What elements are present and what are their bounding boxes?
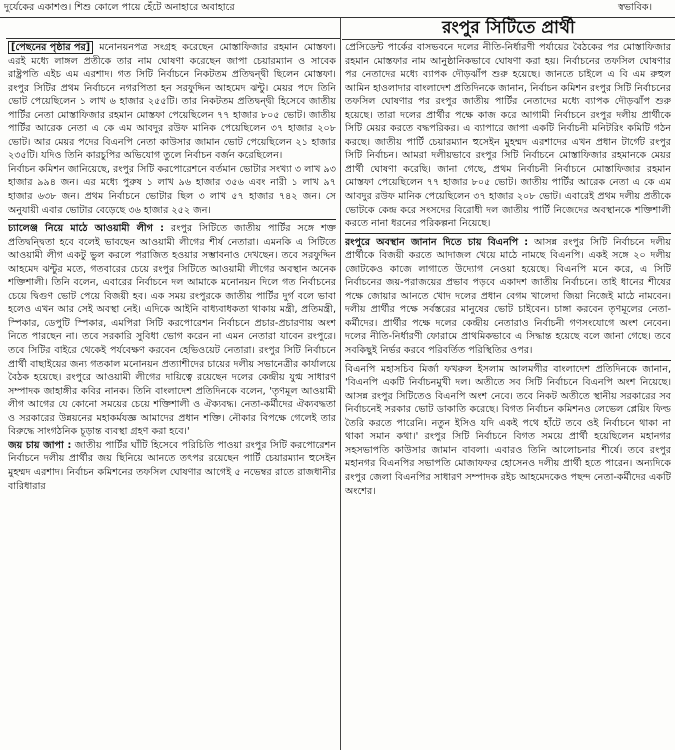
right-paragraph bbox=[345, 236, 671, 358]
right-paragraph: প্রেসিডেন্ট পার্কের বাসভবনে দলের নীতি-নির্ধারণী পর্যায়ের বৈঠকের পর মোস্তাফিজার রহমান মোস্তফার নাম আনুষ্ঠানিকভাবে ঘোষণা করা হয়। নির্বাচনের তফসিল ঘোষণার পর নেতাদের মধ্যে ব্যাপক দৌড়ঝাঁপ শুরু হয়েছে। জানতে চাইলে এ বি এম রুহুল আমিন হাওলাদার বাংলাদেশ প্রতিদিনকে জানান, নির্বাচন কমিশন রংপুর সিটি নির্বাচনের তফসিল ঘোষণার পর রংপুর জাতীয় পার্টির নেতাদের মধ্যে ব্যাপক দৌড়ঝাঁপ শুরু হয়েছে। তারা দলের প্রার্থীর পক্ষে কাজ করে আগামী নির্বাচনে রংপুর দলীয় প্রার্থীকে সিটি মেয়র করতে বদ্ধপরিকর। এ ব্যাপারে জাপা একটি নির্বাচনী মনিটরিং কমিটি গঠন করছে। জাতীয় পার্টি চেয়ারম্যান হুসেইন মুহম্মদ এরশাদের এখন প্রধান টার্গেট রংপুর সিটি নির্বাচন। আমরা দলীয়ভাবে রংপুর সিটি নির্বাচনে মোস্তাফিজার রহমানকে মেয়র প্রার্থী ঘোষণা করেছি। জানা গেছে, প্রথম নির্বাচনী নির্বাচনে মোস্তাফিজার রহমান মোস্তফা পেয়েছিলেন ৭৭ হাজার ৮০৫ ভোট। জাতীয় পার্টির আরেক নেতা এ কে এম আবদুর রউফ মানিক পেয়েছিলেন ৩৭ হাজার ২০৮ ভোট। এবারেই প্রথম দলীয় প্রতীকে ভোটকে কেন্দ্র করে সংসদের বিরোধী দল জাতীয় পার্টি নিজেদের অবস্থানকে শক্তিশালী করতে নানা ধরনের পরিকল্পনা নিয়েছে। bbox=[345, 42, 671, 230]
left-top-rule bbox=[6, 38, 340, 39]
left-column bbox=[8, 41, 336, 750]
column-divider bbox=[340, 18, 341, 750]
section-rule bbox=[345, 360, 671, 361]
subheading-bnp: রংপুরে অবস্থান জানান দিতে চায় বিএনপি : bbox=[345, 236, 529, 248]
left-para4-text: জাতীয় পার্টির ঘাঁটি হিসেবে পরিচিতি পাওয়া রংপুর সিটি করপোরেশন নির্বাচনে দলীয় প্রার্থীর জয় ছিনিয়ে আনতে তৎপর রয়েছেন পার্টি চেয়ারম্যান হুসেইন মুহম্মদ এরশাদ। নির্বাচন কমিশনের তফসিল ঘোষণার আগেই ৫ নভেম্বর রাতে রাজধানীর বারিধারার bbox=[8, 439, 336, 492]
previous-article-text-right: স্বভাবিক। bbox=[618, 2, 652, 13]
section-rule bbox=[345, 233, 671, 234]
section-rule bbox=[8, 219, 336, 220]
left-paragraph bbox=[8, 222, 336, 439]
subheading-japa: জয় চায় জাপা : bbox=[8, 439, 72, 451]
previous-article-strip bbox=[0, 0, 675, 18]
right-para2-text: আসন্ন রংপুর সিটি নির্বাচনে দলীয় প্রার্থীকে বিজয়ী করতে আদাজল খেয়ে মাঠে নামছে বিএনপি। একই সঙ্গে ২০ দলীয় জোটকেও কাজে লাগাতে উদ্যোগ নেওয়া হয়েছে। বিএনপি মনে করে, এ সিটি নির্বাচনের জয়-পরাজয়ের প্রভাব পড়বে একাদশ জাতীয় নির্বাচনে। তাই ধানের শীষের পক্ষে জোয়ার আনতে খোদ দলের প্রধান বেগম খালেদা জিয়া নিজেই মাঠে নামবেন। দলীয় প্রার্থীর পক্ষে সর্বস্তরের মানুষের ভোট চাইবেন। চাঙ্গা করবেন তৃণমূলের নেতা-কর্মীদের। প্রার্থীর পক্ষে দলের কেন্দ্রীয় নেতারাও নির্বাচনী গণসংযোগে অংশ নেবেন। দলের নীতি-নির্ধারণী ফোরামে প্রাথমিকভাবে এ সিদ্ধান্ত হয়েছে বলে জানা গেছে। তবে সবকিছুই নির্ভর করবে পরিবর্তিত পরিস্থিতির ওপর। bbox=[345, 236, 671, 357]
left-paragraph: নির্বাচন কমিশন জানিয়েছে, রংপুর সিটি করপোরেশনে বর্তমান ভোটার সংখ্যা ৩ লাখ ৯৩ হাজার ৯৯৪ জন। এর মধ্যে পুরুষ ১ লাখ ৯৬ হাজার ৩৫৬ এবং নারী ১ লাখ ৯৭ হাজার ৬৩৮ জন। প্রথম নির্বাচনে ভোটার ছিল ৩ লাখ ৫৭ হাজার ৭৪২ জন। সে অনুযায়ী এবার ভোটার বেড়েছে ৩৬ হাজার ২৫২ জন। bbox=[8, 163, 336, 216]
article-headline: রংপুর সিটিতে প্রার্থী bbox=[342, 17, 675, 40]
left-paragraph bbox=[8, 41, 336, 163]
right-column bbox=[345, 41, 671, 750]
left-para3-text: রংপুর সিটিতে জাতীয় পার্টির সঙ্গে শক্ত প্রতিদ্বন্দ্বিতা হবে বলেই ভাবছেন আওয়ামী লীগের শীর্ষ নেতারা। এমনকি এ সিটিতে আওয়ামী লীগ একটু ভুল করলে পরাজিত হওয়ার সম্ভাবনাও দেখছেন। তবে সরফুদ্দিন আহমেদ ঝন্টুর মতে, গতবারের চেয়ে রংপুর সিটিতে আওয়ামী লীগের অবস্থান অনেক শক্তিশালী। তিনি বলেন, এবারের নির্বাচনে দল আমাকে মনোনয়ন দিলে গত নির্বাচনের চেয়ে দ্বিগুণ ভোট পেয়ে বিজয়ী হব। এক সময় রংপুরকে জাতীয় পার্টির দুর্গ বলে ভাবা হলেও এখন আর সেই অবস্থা নেই। এদিকে আইনি বাধ্যবাধকতা থাকায় মন্ত্রী, প্রতিমন্ত্রী, স্পিকার, ডেপুটি স্পিকার, এমপিরা সিটি করপোরেশন নির্বাচনে প্রচার-প্রচারণায় অংশ নিতে পারছেন না। তবে সরকারি সুবিধা ভোগ করেন না এমন নেতারা যাবেন রংপুরে। তবে সিটির বাইরে থেকেই পর্যবেক্ষণ করবেন হেভিওয়েট নেতারা। রংপুর সিটি নির্বাচনে প্রার্থী বাছাইয়ের জন্য গতকাল মনোনয়ন প্রত্যাশীদের চায়ের দলীয় সভানেত্রীর কার্যালয়ে বৈঠক হয়েছে। রংপুরে আওয়ামী লীগের দায়িত্বে রয়েছেন দলের কেন্দ্রীয় যুগ্ম সাধারণ সম্পাদক জাহাঙ্গীর কবির নানক। তিনি বাংলাদেশ প্রতিদিনকে বলেন, 'তৃণমূল আওয়ামী লীগ আগের যে কোনো সময়ের চেয়ে শক্তিশালী ও ঐক্যবদ্ধ। নেতা-কর্মীদের ঐক্যবদ্ধতা ও সরকারের উন্নয়নের মহাকর্মযজ্ঞ আমাদের প্রধান শক্তি। নৌকার বিপক্ষে গেলেই তার বিরুদ্ধে সাংগঠনিক চূড়ান্ত ব্যবস্থা গ্রহণ করা হবে।' bbox=[8, 223, 336, 438]
right-paragraph: বিএনপি মহাসচিব মির্জা ফখরুল ইসলাম আলমগীর বাংলাদেশ প্রতিদিনকে জানান, 'বিএনপি একটি নির্বাচনমুখী দল। অতীতে সব সিটি নির্বাচনে বিএনপি অংশ নিয়েছে। আসন্ন রংপুর সিটিতেও বিএনপি অংশ নেবে। তবে নিকট অতীতে স্থানীয় সরকারের সব নির্বাচনেই সরকার ভোট ডাকাতি করেছে। বিগত নির্বাচন কমিশনও লেভেল প্লেয়িং ফিল্ড তৈরি করতে পারেনি। নতুন ইসিও যদি একই পথে হাঁটে তবে ওই নির্বাচনে থাকা না থাকা সমান কথা।' রংপুর সিটি নির্বাচনে বিগত সময়ে প্রার্থী হয়েছিলেন মহানগর সহসভাপতি কাউসার জামান বাবলা। এবারও তিনি আলোচনার শীর্ষে। তবে রংপুর মহানগর বিএনপির সভাপতি মোজাফফর হোসেনও দলীয় প্রার্থী হতে পারেন। অন্যদিকে রংপুর জেলা বিএনপির সাধারণ সম্পাদক রইচ আহমেদকেও পছন্দ নেতা-কর্মীদের একটি অংশের। bbox=[345, 363, 671, 497]
continued-label: [পেছনের পৃষ্ঠার পর] bbox=[8, 41, 93, 54]
left-paragraph bbox=[8, 439, 336, 493]
previous-article-text: দুর্যেকের একাশণ্ড। শিশু কোলে পায়ে হেঁটে অনাহারে অবাহারে bbox=[4, 2, 235, 13]
left-para1-text: মনোনয়নপত্র সংগ্রহ করেছেন মোস্তাফিজার রহমান মোস্তফা। এরই মধ্যে লাঙ্গল প্রতীকে তার নাম ঘোষণা করেছেন জাপা চেয়ারম্যান ও সাবেক রাষ্ট্রপতি এইচ এম এরশাদ। গত সিটি নির্বাচনে নিকটতম প্রতিদ্বন্দ্বী ছিলেন মোস্তফা। রংপুর সিটির প্রথম নির্বাচনে নগরপিতা হন সরফুদ্দিন আহমেদ ঝন্টু। মেয়র পদে তিনি ভোট পেয়েছিলেন ১ লাখ ৬ হাজার ২৫৫টি। তার নিকটতম প্রতিদ্বন্দ্বী হিসেবে জাতীয় পার্টির নেতা মোস্তাফিজার রহমান মোস্তফা পেয়েছিলেন ৭৭ হাজার ৮০৫ ভোট। জাতীয় পার্টির আরেক নেতা এ কে এম আবদুর রউফ মানিক পেয়েছিলেন ৩৭ হাজার ২০৮ ভোট। আর মেয়র পদের বিএনপি নেতা কাউসার জামান ভোট পেয়েছিলেন ২১ হাজার ২৩৫টি। যদিও তিনি কারচুপির অভিযোগ তুলে নির্বাচন বর্জন করেছিলেন। bbox=[8, 42, 336, 162]
subheading-awami-league: চ্যালেঞ্জ নিয়ে মাঠে আওয়ামী লীগ : bbox=[8, 223, 164, 235]
